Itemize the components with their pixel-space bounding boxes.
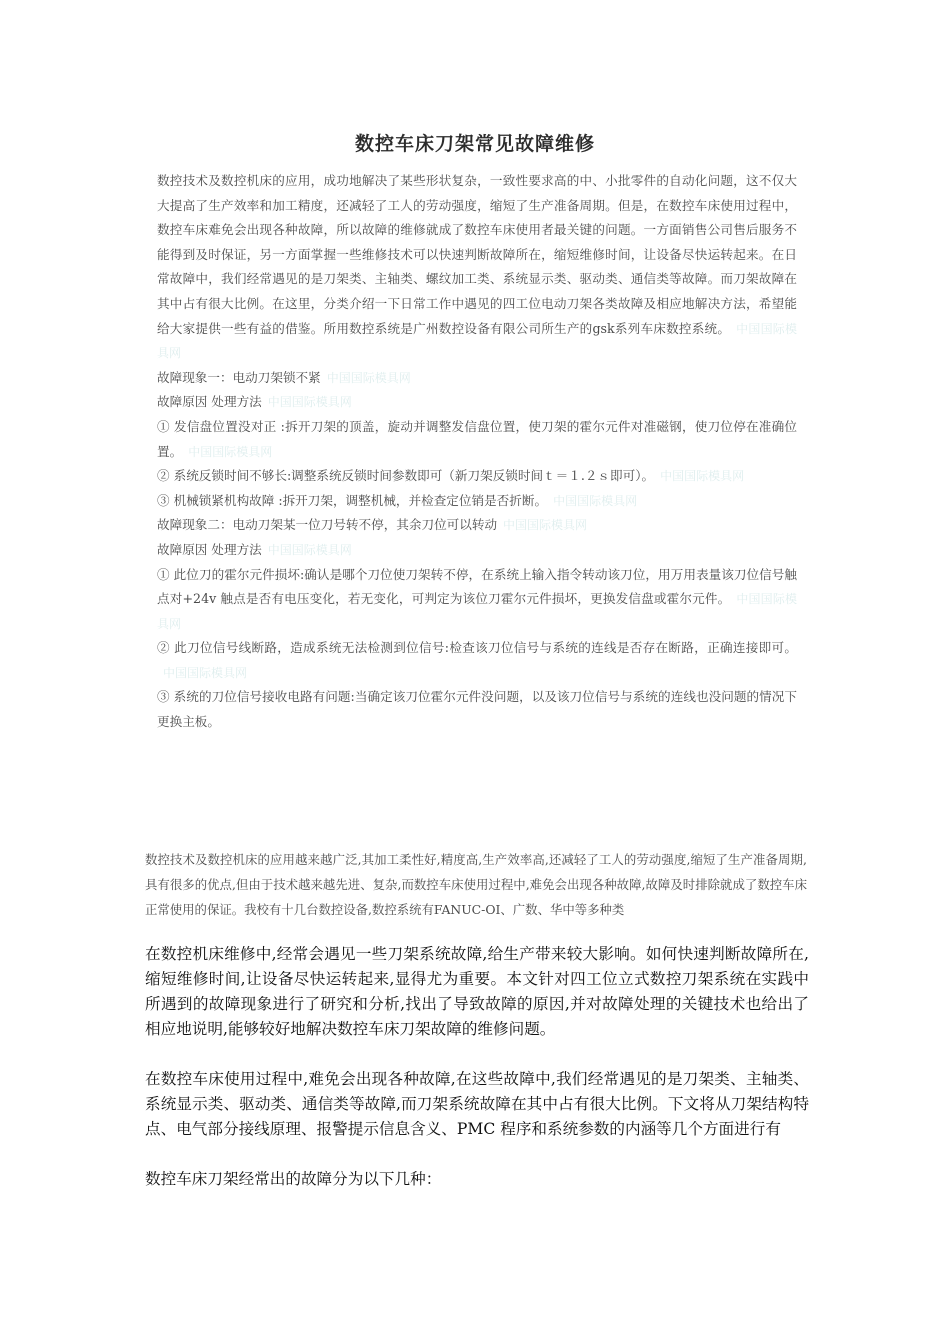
fault-item — [157, 489, 797, 514]
fault-item-text: ② 此刀位信号线断路，造成系统无法检测到位信号:检查该刀位信号与系统的连线是否存在断路，正确连接即可。 — [157, 640, 797, 656]
fault-item — [157, 464, 797, 489]
fault-item-text: ① 发信盘位置没对正 :拆开刀架的顶盖，旋动并调整发信盘位置，使刀架的霍尔元件对准磁钢，使刀位停在准确位置。 — [157, 418, 797, 459]
watermark: 中国国际模具网 — [157, 592, 797, 631]
body-paragraph: 在数控机床维修中,经常会遇见一些刀架系统故障,给生产带来较大影响。如何快速判断故障所在,缩短维修时间,让设备尽快运转起来,显得尤为重要。本文针对四工位立式数控刀架系统在实践中所遇到的故障现象进行了研究和分析,找出了导致故障的原因,并对故障处理的关键技术也给出了相应地说明,能够较好地解决数控车床刀架故障的维修问题。 — [145, 945, 809, 1038]
fault-item-text: ② 系统反锁时间不够长:调整系统反锁时间参数即可（新刀架反锁时间ｔ＝１.２ｓ即可）。 — [157, 468, 655, 484]
watermark: 中国国际模具网 — [267, 395, 352, 410]
watermark: 中国国际模具网 — [157, 321, 797, 361]
body-paragraph: 数控车床刀架经常出的故障分为以下几种： — [145, 1170, 442, 1188]
fault-item-text: ① 此位刀的霍尔元件损坏:确认是哪个刀位使刀架转不停，在系统上输入指令转动该刀位，用万用表量该刀位信号触点对+24v 触点是否有电压变化，若无变化，可判定为该位刀霍尔元件损坏，更换发信盘或霍尔元件。 — [157, 566, 797, 607]
watermark: 中国国际模具网 — [660, 469, 745, 484]
fault-title-text: 故障现象二：电动刀架某一位刀号转不停，其余刀位可以转动 — [157, 517, 498, 533]
intro-text: 数控技术及数控机床的应用，成功地解决了某些形状复杂，一致性要求高的中、小批零件的自动化问题，这不仅大大提高了生产效率和加工精度，还减轻了工人的劳动强度，缩短了生产准备周期。但是，在数控车床使用过程中，数控车床难免会出现各种故障，所以故障的维修就成了数控车床使用者最关键的问题。一方面销售公司售后服务不能得到及时保证，另一方面掌握一些维修技术可以快速判断故障所在，缩短维修时间，让设备尽快运转起来。在日常故障中，我们经常遇见的是刀架类、主轴类、螺纹加工类、系统显示类、驱动类、通信类等故障。而刀架故障在其中占有很大比例。在这里，分类介绍一下日常工作中遇见的四工位电动刀架各类故障及相应地解决方法，希望能给大家提供一些有益的借鉴。所用数控系统是广州数控设备有限公司所生产的gsk系列车床数控系统。 — [157, 173, 797, 336]
fault-title — [157, 513, 797, 538]
article-section — [145, 942, 809, 1192]
watermark: 中国国际模具网 — [503, 518, 588, 533]
watermark: 中国国际模具网 — [326, 370, 411, 385]
fault-header — [157, 538, 797, 563]
watermark: 中国国际模具网 — [188, 444, 273, 459]
fault-header-text: 故障原因 处理方法 — [157, 541, 262, 557]
paragraph-spacer — [145, 1042, 809, 1067]
fault-item — [157, 415, 797, 464]
article-section — [157, 169, 797, 735]
watermark: 中国国际模具网 — [163, 665, 248, 680]
watermark: 中国国际模具网 — [267, 542, 352, 557]
intro-paragraph — [157, 169, 797, 366]
fault-title-text: 故障现象一：电动刀架锁不紧 — [157, 369, 321, 385]
body-paragraph: 在数控车床使用过程中,难免会出现各种故障,在这些故障中,我们经常遇见的是刀架类、主轴类、系统显示类、驱动类、通信类等故障,而刀架系统故障在其中占有很大比例。下文将从刀架结构特点、电气部分接线原理、报警提示信息含义、PMC 程序和系统参数的内涵等几个方面进行有 — [145, 1070, 809, 1138]
paragraph-spacer — [145, 1142, 809, 1167]
fault-item — [157, 685, 797, 734]
fault-item-text: ③ 系统的刀位信号接收电路有问题:当确定该刀位霍尔元件没问题，以及该刀位信号与系统的连线也没问题的情况下更换主板。 — [157, 689, 797, 730]
body-paragraph: 数控技术及数控机床的应用越来越广泛,其加工柔性好,精度高,生产效率高,还减轻了工人的劳动强度,缩短了生产准备周期,具有很多的优点,但由于技术越来越先进、复杂,而数控车床使用过程中,难免会出现各种故障,故障及时排除就成了数控车床正常使用的保证。我校有十几台数控设备,数控系统有FANUC-OI、广数、华中等多种类 — [145, 852, 807, 917]
fault-item — [157, 563, 797, 637]
watermark: 中国国际模具网 — [553, 493, 638, 508]
document-title: 数控车床刀架常见故障维修 — [354, 133, 595, 155]
fault-item — [157, 636, 797, 685]
fault-header — [157, 390, 797, 415]
fault-header-text: 故障原因 处理方法 — [157, 394, 262, 410]
fault-title — [157, 366, 797, 391]
article-section — [145, 847, 807, 922]
fault-item-text: ③ 机械锁紧机构故障 :拆开刀架，调整机械，并检查定位销是否折断。 — [157, 492, 548, 508]
